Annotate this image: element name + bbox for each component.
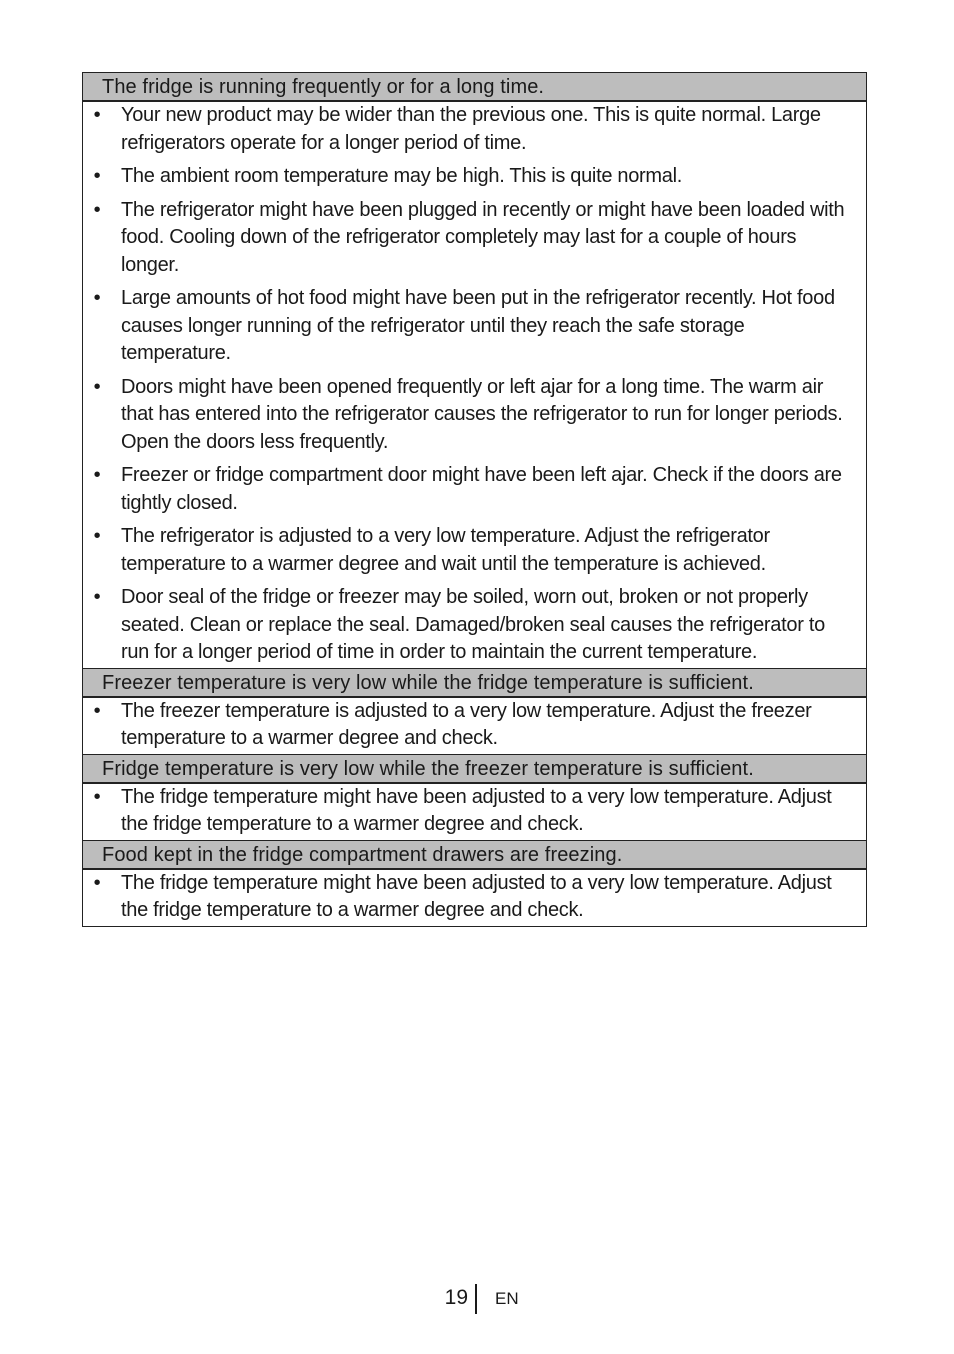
bullet-icon: • [93, 785, 101, 808]
bullet-icon: • [93, 198, 101, 221]
page-number: 19 [444, 1286, 468, 1309]
bullet-icon: • [93, 871, 101, 894]
list-item [83, 584, 866, 667]
item-text: The fridge temperature might have been adjusted to a very low temperature. Adjust the fridge temperature to a warmer degree and check. [121, 871, 832, 921]
language-code: EN [495, 1289, 519, 1308]
item-text: Doors might have been opened frequently or left ajar for a long time. The warm air that has entered into the refrigerator causes the refrigerator to run for longer periods. Open the doors less frequently. [121, 375, 843, 453]
list-item [83, 523, 866, 578]
bullet-icon: • [93, 525, 101, 547]
list-item [83, 163, 866, 191]
list-item [83, 102, 866, 157]
bullet-icon: • [93, 699, 101, 722]
list-item [83, 197, 866, 280]
section-body [83, 784, 866, 841]
section-header: Food kept in the fridge compartment drawers are freezing. [83, 841, 866, 870]
list-item [83, 870, 866, 925]
footer-divider [475, 1284, 477, 1314]
bullet-icon: • [93, 375, 101, 398]
bullet-icon: • [93, 104, 101, 126]
section-body [83, 870, 866, 925]
section-header: Freezer temperature is very low while the fridge temperature is sufficient. [83, 669, 866, 698]
list-item [83, 285, 866, 368]
list-item [83, 784, 866, 839]
list-item [83, 374, 866, 457]
bullet-icon: • [93, 586, 101, 608]
section-body [83, 698, 866, 755]
list-item [83, 462, 866, 517]
item-text: Your new product may be wider than the previous one. This is quite normal. Large refrigerators operate for a longer period of time. [121, 104, 821, 154]
list-item [83, 698, 866, 753]
item-text: The fridge temperature might have been adjusted to a very low temperature. Adjust the fridge temperature to a warmer degree and check. [121, 785, 832, 835]
page-footer [0, 1284, 954, 1314]
section-body [83, 102, 866, 669]
item-text: Freezer or fridge compartment door might have been left ajar. Check if the doors are tightly closed. [121, 464, 842, 514]
item-text: Door seal of the fridge or freezer may be soiled, worn out, broken or not properly seated. Clean or replace the seal. Damaged/broken seal causes the refrigerator to run for a longer period of time in order to maintain the current temperature. [121, 586, 825, 663]
troubleshooting-table [82, 72, 867, 927]
bullet-icon: • [93, 287, 101, 309]
item-text: The ambient room temperature may be high. This is quite normal. [121, 165, 683, 187]
item-text: Large amounts of hot food might have been put in the refrigerator recently. Hot food causes longer running of the refrigerator until they reach the safe storage temperature. [121, 287, 835, 364]
section-header: The fridge is running frequently or for a long time. [83, 73, 866, 102]
bullet-icon: • [93, 165, 101, 187]
item-text: The freezer temperature is adjusted to a very low temperature. Adjust the freezer temperature to a warmer degree and check. [121, 699, 812, 749]
item-text: The refrigerator might have been plugged in recently or might have been loaded with food. Cooling down of the refrigerator completely may last for a couple of hours longer. [121, 198, 845, 276]
bullet-icon: • [93, 464, 101, 486]
item-text: The refrigerator is adjusted to a very low temperature. Adjust the refrigerator temperature to a warmer degree and wait until the temperature is achieved. [121, 525, 770, 575]
section-header: Fridge temperature is very low while the freezer temperature is sufficient. [83, 755, 866, 784]
